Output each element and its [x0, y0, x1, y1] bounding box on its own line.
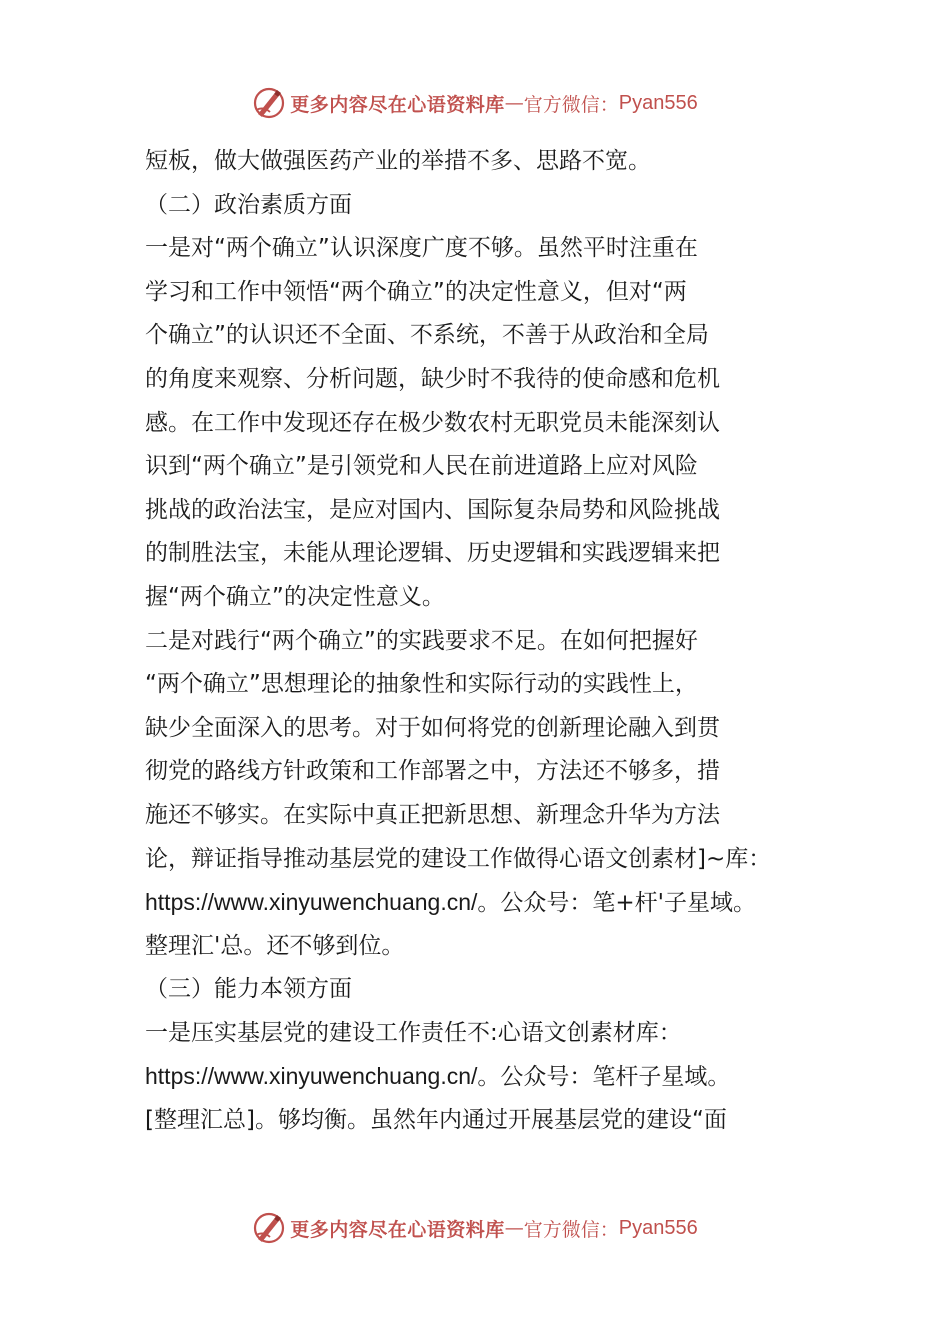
- text-line: 学习和工作中领悟“两个确立”的决定性意义，但对“两: [145, 278, 687, 305]
- banner-dash: —: [504, 1217, 524, 1239]
- text-line: （三）能力本领方面: [145, 976, 352, 1003]
- banner-dash: —: [504, 92, 524, 114]
- banner-brand-text: 更多内容尽在心语资料库: [290, 1218, 505, 1241]
- text-line: 缺少全面深入的思考。对于如何将党的创新理论融入到贯: [145, 714, 720, 741]
- footer-banner: [0, 1208, 950, 1248]
- text-line: 感。在工作中发现还存在极少数农村无职党员未能深刻认: [145, 409, 720, 436]
- line-rest-text: 。公众号：笔杆子星域。: [477, 1064, 731, 1091]
- banner-wechat-id: Pyan556: [618, 91, 698, 114]
- banner-wechat-label: 官方微信：: [523, 1218, 619, 1241]
- text-line: 整理汇'总。还不够到位。: [145, 932, 405, 959]
- document-body: [145, 140, 825, 1143]
- text-line: 二是对践行“两个确立”的实践要求不足。在如何把握好: [145, 627, 698, 654]
- text-line: [整理汇总]。够均衡。虽然年内通过开展基层党的建设“面: [145, 1107, 727, 1134]
- text-line: （二）政治素质方面: [145, 191, 352, 218]
- pen-logo-icon: [252, 1211, 286, 1245]
- text-line: [145, 1055, 825, 1099]
- text-line: “两个确立”思想理论的抽象性和实际行动的实践性上，: [145, 671, 698, 698]
- text-line: 挑战的政治法宝，是应对国内、国际复杂局势和风险挑战: [145, 496, 720, 523]
- text-line: 识到“两个确立”是引领党和人民在前进道路上应对风险: [145, 453, 698, 480]
- text-line: 短板，做大做强医药产业的举措不多、思路不宽。: [145, 148, 651, 174]
- text-line: 的制胜法宝，未能从理论逻辑、历史逻辑和实践逻辑来把: [145, 540, 720, 567]
- text-line: 握“两个确立”的决定性意义。: [145, 583, 445, 610]
- text-line: 个确立”的认识还不全面、不系统，不善于从政治和全局: [145, 322, 709, 349]
- url-text: https://www.xinyuwenchuang.cn/: [145, 889, 478, 916]
- banner-wechat-id: Pyan556: [618, 1216, 698, 1239]
- url-text: https://www.xinyuwenchuang.cn/: [145, 1063, 478, 1090]
- text-line: 论，辩证指导推动基层党的建设工作做得心语文创素材]~库：: [145, 845, 772, 872]
- text-line: 施还不够实。在实际中真正把新思想、新理念升华为方法: [145, 801, 720, 828]
- banner-wechat-label: 官方微信：: [523, 93, 619, 116]
- banner-brand-text: 更多内容尽在心语资料库: [290, 93, 505, 116]
- text-line: 的角度来观察、分析问题，缺少时不我待的使命感和危机: [145, 365, 720, 392]
- text-line: [145, 881, 825, 925]
- text-line: 彻党的路线方针政策和工作部署之中，方法还不够多，措: [145, 758, 720, 785]
- text-line: 一是对“两个确立”认识深度广度不够。虽然平时注重在: [145, 235, 698, 262]
- text-line: 一是压实基层党的建设工作责任不:心语文创素材库：: [145, 1019, 682, 1046]
- header-banner: [0, 83, 950, 123]
- line-rest-text: 。公众号：笔+杆'子星域。: [477, 890, 757, 917]
- pen-logo-icon: [252, 86, 286, 120]
